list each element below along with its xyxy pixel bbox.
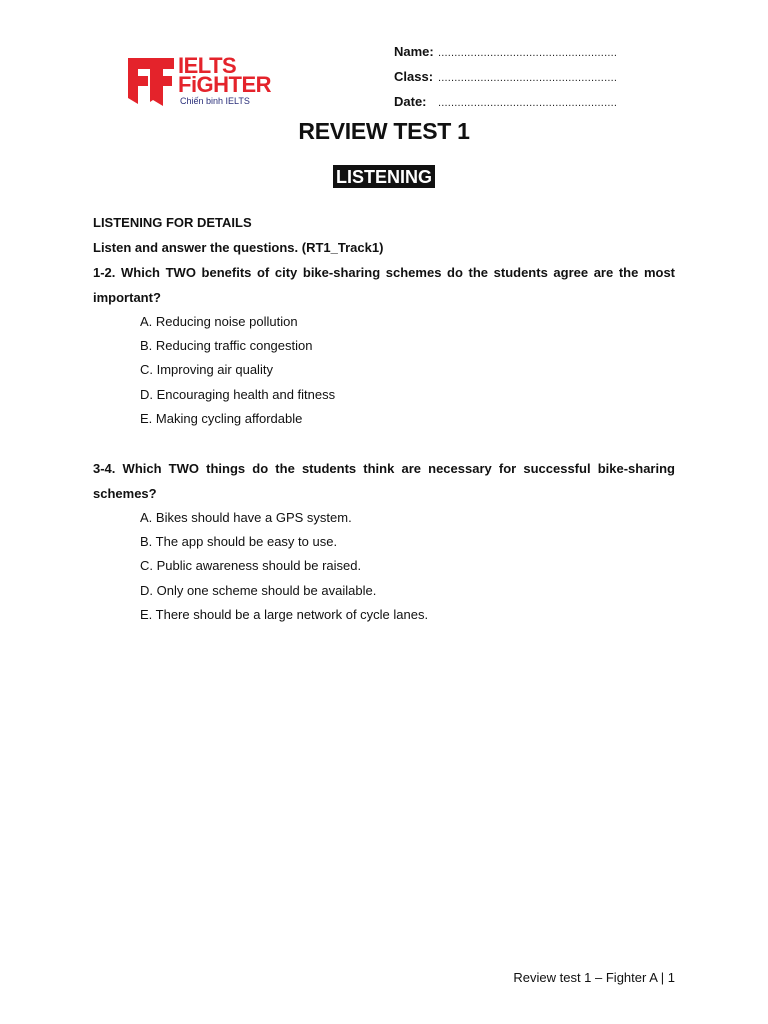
options-list (93, 506, 675, 627)
instruction: Listen and answer the questions. (RT1_Track1) (93, 239, 384, 255)
option-item: B. Reducing traffic congestion (140, 338, 313, 354)
question-block-1 (93, 260, 675, 431)
student-info-fields (394, 44, 617, 119)
option-item: E. There should be a large network of cycle lanes. (140, 606, 429, 622)
section-badge-wrap (0, 165, 768, 188)
date-label: Date: (394, 94, 427, 109)
name-field[interactable] (394, 44, 617, 69)
ielts-fighter-logo (126, 54, 296, 110)
option-item: C. Improving air quality (140, 362, 273, 378)
name-label: Name: (394, 44, 434, 59)
options-list (93, 310, 675, 431)
spacer (93, 431, 675, 456)
brand-line-1: IELTS (178, 53, 237, 78)
question-block-2 (93, 456, 675, 627)
class-field[interactable] (394, 69, 617, 94)
class-label: Class: (394, 69, 434, 84)
option-item: A. Reducing noise pollution (140, 314, 298, 329)
section-heading: LISTENING FOR DETAILS (93, 215, 252, 230)
page-title: REVIEW TEST 1 (298, 118, 470, 144)
fighter-shield-icon (126, 54, 176, 106)
date-blank: ....................................................... (438, 97, 618, 109)
option-item: A. Bikes should have a GPS system. (140, 510, 352, 526)
question-text: 1-2. Which TWO benefits of city bike-sharing schemes do the students agree are the most important? (93, 265, 675, 305)
option-item: B. The app should be easy to use. (140, 534, 338, 550)
option-item: D. Encouraging health and fitness (140, 386, 336, 402)
section-badge: LISTENING (333, 165, 435, 188)
brand-line-2: FiGHTER (178, 72, 272, 97)
option-item: E. Making cycling affordable (140, 410, 303, 426)
question-text: 3-4. Which TWO things do the students think are necessary for successful bike-sharing schemes? (93, 461, 675, 502)
date-field[interactable] (394, 94, 617, 119)
question-content (93, 211, 675, 627)
page-footer: Review test 1 – Fighter A | 1 (513, 970, 675, 985)
option-item: D. Only one scheme should be available. (140, 582, 377, 598)
class-blank: ....................................................... (438, 72, 618, 84)
name-blank: ....................................................... (438, 47, 618, 59)
brand-wordmark (178, 53, 272, 97)
option-item: C. Public awareness should be raised. (140, 558, 362, 574)
brand-tagline: Chiến binh IELTS (180, 96, 250, 106)
